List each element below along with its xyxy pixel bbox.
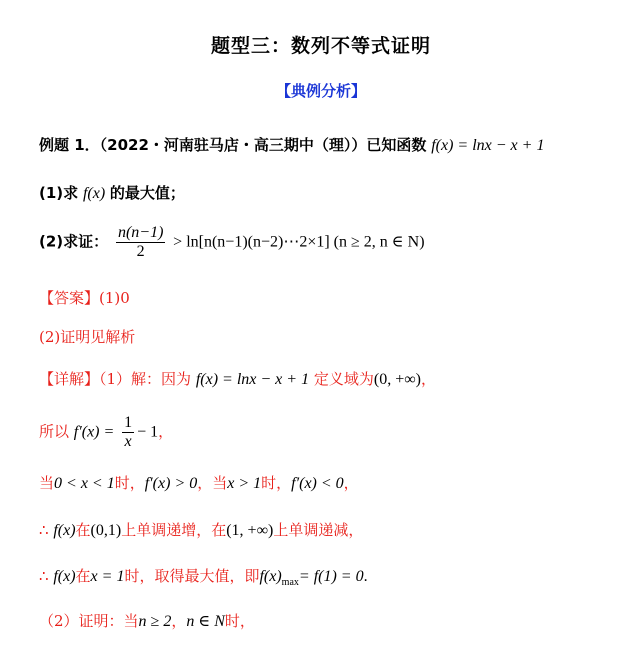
derivative-fraction-denominator: x [124, 433, 132, 450]
question-1 [39, 182, 185, 203]
line3-inequality-1: f′(x) > 0 [144, 475, 198, 492]
line5-max-subscript: max [281, 577, 299, 588]
line3-time-1: 时， [114, 474, 145, 492]
derivative-fraction-numerator: 1 [124, 414, 133, 431]
derivative-rhs: − 1 [137, 423, 159, 441]
detail-function: f(x) = lnx − x + 1 [195, 371, 310, 388]
detail-line-5 [39, 565, 368, 588]
answer-part-2-line [39, 326, 135, 347]
line5-therefore: ∴ [39, 567, 49, 585]
derivative-lhs: f′(x) = [73, 423, 115, 441]
example-function: f(x) = lnx − x + 1 [431, 137, 545, 154]
detail-line-1 [39, 368, 436, 389]
line4-increasing: 上单调递增，在 [121, 521, 227, 539]
detail-line-3 [39, 472, 359, 493]
detail-domain: (0, +∞) [373, 371, 421, 388]
line5-function: f(x) [53, 568, 76, 585]
q1-prefix: (1)求 [39, 184, 79, 202]
line4-decreasing: 上单调递减， [273, 521, 364, 539]
line3-condition-1: 0 < x < 1 [54, 475, 115, 492]
line4-in: 在 [75, 521, 91, 539]
line4-interval-2: (1, +∞) [226, 522, 274, 539]
line5-max-text: 时，取得最大值，即 [124, 567, 260, 585]
answer-part-1: (1)0 [99, 289, 130, 307]
line3-condition-2: x > 1 [227, 475, 262, 492]
line6-comma: ， [171, 612, 187, 630]
q2-inequality-rhs: > ln[n(n−1)(n−2)⋯2×1] (n ≥ 2, n ∈ N) [173, 233, 425, 251]
line3-when: 当 [39, 474, 55, 492]
q2-fraction-denominator: 2 [136, 243, 145, 260]
answer-part-2: (2)证明见解析 [39, 328, 136, 346]
detail-label: 【详解】（1）解：因为 [39, 370, 192, 388]
answer-label: 【答案】 [39, 289, 100, 307]
detail-line-2 [39, 414, 173, 451]
example-line [39, 134, 544, 155]
detail-line-6 [39, 610, 255, 631]
q1-suffix: 的最大值； [109, 184, 185, 202]
line6-condition-2: n ∈ N [186, 613, 225, 630]
page-title: 题型三：数列不等式证明 [210, 35, 431, 57]
detail-line-2-end: ， [158, 422, 174, 441]
line3-inequality-2: f′(x) < 0 [291, 475, 344, 492]
line6-time: 时， [224, 612, 255, 630]
line5-end: . [363, 568, 368, 585]
q2-prefix: (2)求证： [39, 232, 109, 251]
detail-domain-text: 定义域为 [313, 370, 374, 388]
section-heading: 【典例分析】 [275, 82, 366, 100]
line3-end: ， [343, 474, 359, 492]
line6-condition-1: n ≥ 2 [138, 613, 172, 630]
derivative-fraction [122, 414, 134, 451]
line5-max-lhs: f(x) [259, 568, 282, 585]
line6-proof-label: （2）证明：当 [39, 612, 139, 630]
line5-x-value: x = 1 [90, 568, 125, 585]
line4-interval-1: (0,1) [90, 522, 122, 539]
detail-line-1-end: ， [420, 370, 436, 388]
detail-line-4 [39, 519, 363, 540]
q2-fraction-numerator: n(n−1) [117, 224, 164, 241]
question-2 [39, 224, 425, 261]
line4-therefore: ∴ [39, 521, 49, 539]
q2-fraction [116, 224, 165, 261]
example-label: 例题 1．（2022・河南驻马店・高三期中（理））已知函数 [39, 136, 427, 154]
detail-line-2-label: 所以 [39, 422, 70, 441]
q1-function: f(x) [82, 185, 106, 202]
line5-max-rhs: = f(1) = 0 [298, 568, 364, 585]
line5-in: 在 [75, 567, 91, 585]
line3-when-2: ，当 [197, 474, 228, 492]
line4-function: f(x) [53, 522, 76, 539]
answer-line [39, 287, 130, 308]
line3-time-2: 时， [261, 474, 292, 492]
